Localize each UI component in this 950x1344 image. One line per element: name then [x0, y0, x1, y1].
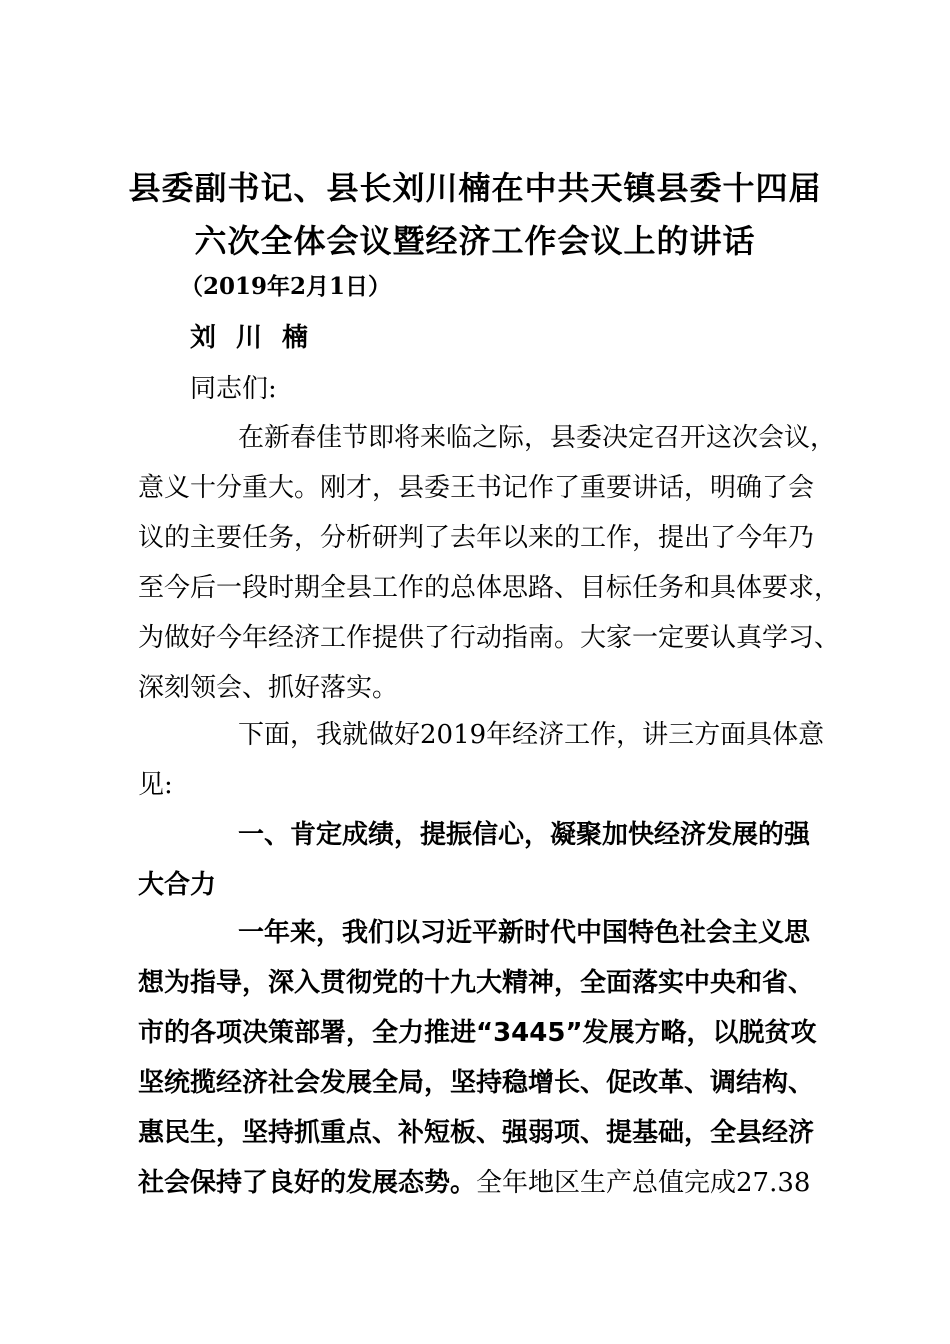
paragraph-line: 想为指导，深入贯彻党的十九大精神，全面落实中央和省、	[138, 968, 815, 998]
paragraph-line: 见:	[138, 770, 173, 800]
regular-text: 全年地区生产总值完成27.38	[476, 1168, 811, 1198]
paragraph-outline	[138, 719, 824, 819]
section-heading-1	[138, 819, 810, 919]
paragraph-line: 市的各项决策部署，全力推进“3445”发展方略，以脱贫攻	[138, 1018, 817, 1048]
paragraph-line: 深刻领会、抓好落实。	[138, 673, 399, 703]
bold-text: 社会保持了良好的发展态势。	[138, 1168, 477, 1198]
title-line-2: 六次全体会议暨经济工作会议上的讲话	[194, 222, 756, 260]
speech-date: （2019年2月1日）	[180, 273, 392, 300]
paragraph-line: 至今后一段时期全县工作的总体思路、目标任务和具体要求，	[138, 573, 841, 603]
heading-line: 一、肯定成绩，提振信心，凝聚加快经济发展的强	[238, 820, 811, 850]
paragraph-line: 议的主要任务，分析研判了去年以来的工作，提出了今年乃	[138, 523, 815, 553]
title-line-1: 县委副书记、县长刘川楠在中共天镇县委十四届	[128, 169, 822, 207]
salutation: 同志们:	[190, 374, 277, 404]
paragraph-line: 意义十分重大。刚才，县委王书记作了重要讲话，明确了会	[138, 473, 815, 503]
heading-line: 大合力	[138, 870, 217, 900]
paragraph-line: 坚统揽经济社会发展全局，坚持稳增长、促改革、调结构、	[138, 1068, 815, 1098]
author-name: 刘川楠	[190, 323, 329, 353]
paragraph-intro	[138, 422, 840, 722]
paragraph-achievements	[138, 917, 817, 1217]
paragraph-line-mixed	[138, 1167, 817, 1217]
paragraph-line: 一年来，我们以习近平新时代中国特色社会主义思	[238, 918, 811, 948]
paragraph-line: 惠民生，坚持抓重点、补短板、强弱项、提基础，全县经济	[138, 1118, 815, 1148]
paragraph-line: 为做好今年经济工作提供了行动指南。大家一定要认真学习、	[138, 623, 841, 653]
paragraph-line: 在新春佳节即将来临之际，县委决定召开这次会议，	[238, 423, 837, 453]
paragraph-line: 下面，我就做好2019年经济工作，讲三方面具体意	[238, 720, 825, 750]
